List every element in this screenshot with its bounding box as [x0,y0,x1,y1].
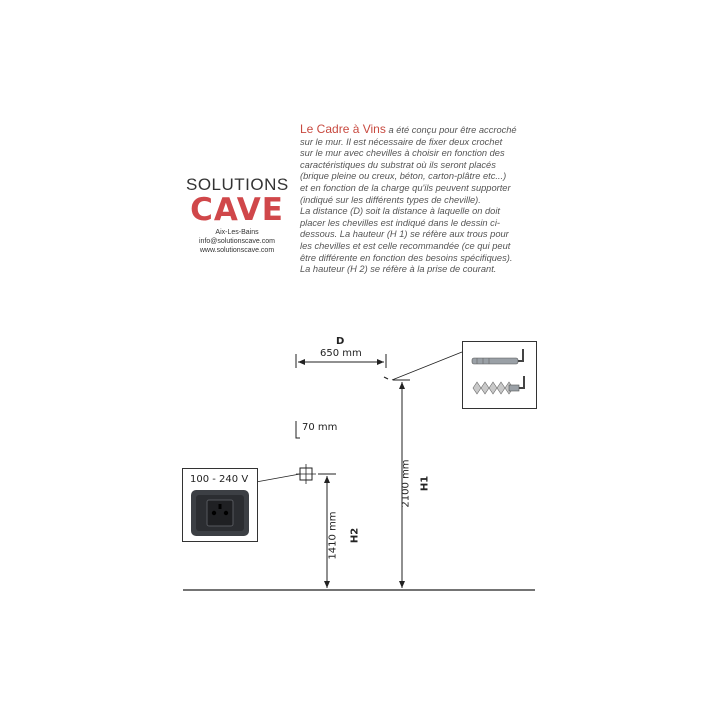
voltage-label: 100 - 240 V [190,474,249,485]
description-line: a été conçu pour être accroché [388,125,517,135]
hooks-inset [462,341,537,409]
description-line: La distance (D) soit la distance à laquelle on doit [300,206,501,217]
description-line: (brique pleine ou creux, béton, carton-plâtre etc...) [300,171,507,182]
h1-value: 2100 mm [400,459,412,508]
description-title: Le Cadre à Vins [300,122,386,136]
description-paragraph [300,124,548,276]
distance-value: 650 mm [320,348,362,359]
description-line: placer les chevilles est indiqué dans le dessin ci- [300,217,500,228]
h1-label: H1 [419,475,431,492]
description-line: La hauteur (H 2) se réfère à la prise de courant. [300,264,497,275]
offset-bracket [296,421,300,438]
contact-city: Aix-Les-Bains [215,229,259,236]
description-line: sur le mur. Il est nécessaire de fixer deux crochet [300,136,503,147]
brand-logo [186,176,288,226]
description-line: sur le mur avec chevilles à choisir en fonction des [300,148,505,159]
description-line: dessous. La hauteur (H 1) se réfère aux trous pour [300,229,509,240]
socket-marker [300,468,312,480]
contact-website: www.solutionscave.com [199,247,275,254]
hook-leader [392,352,462,380]
socket-leader [256,474,300,482]
wall-socket-icon [183,469,257,541]
socket-inset [182,468,258,542]
h2-value: 1410 mm [327,511,339,560]
description-line: et en fonction de la charge qu'ils peuvent supporter [300,182,511,193]
description-line: les chevilles et est celle recommandée (ce qui peut [300,240,511,251]
plastic-plug-hook-icon [473,376,524,394]
description-line: être différente en fonction des besoins spécifiques). [300,252,513,263]
hook-mark [384,377,388,379]
description-line: caractéristiques du substrat où ils seront placés [300,159,496,170]
logo-line-1: SOLUTIONS [186,175,289,194]
metal-anchor-hook-icon [472,349,523,364]
description-line: (indiqué sur les différents types de cheville). [300,194,481,205]
contact-email: info@solutionscave.com [199,238,275,245]
wall-plug-hooks-image [463,342,536,408]
logo-line-2: CAVE [190,192,284,228]
h2-label: H2 [349,527,361,544]
distance-label: D [336,336,345,347]
offset-value: 70 mm [302,422,338,433]
contact-block [186,228,288,255]
